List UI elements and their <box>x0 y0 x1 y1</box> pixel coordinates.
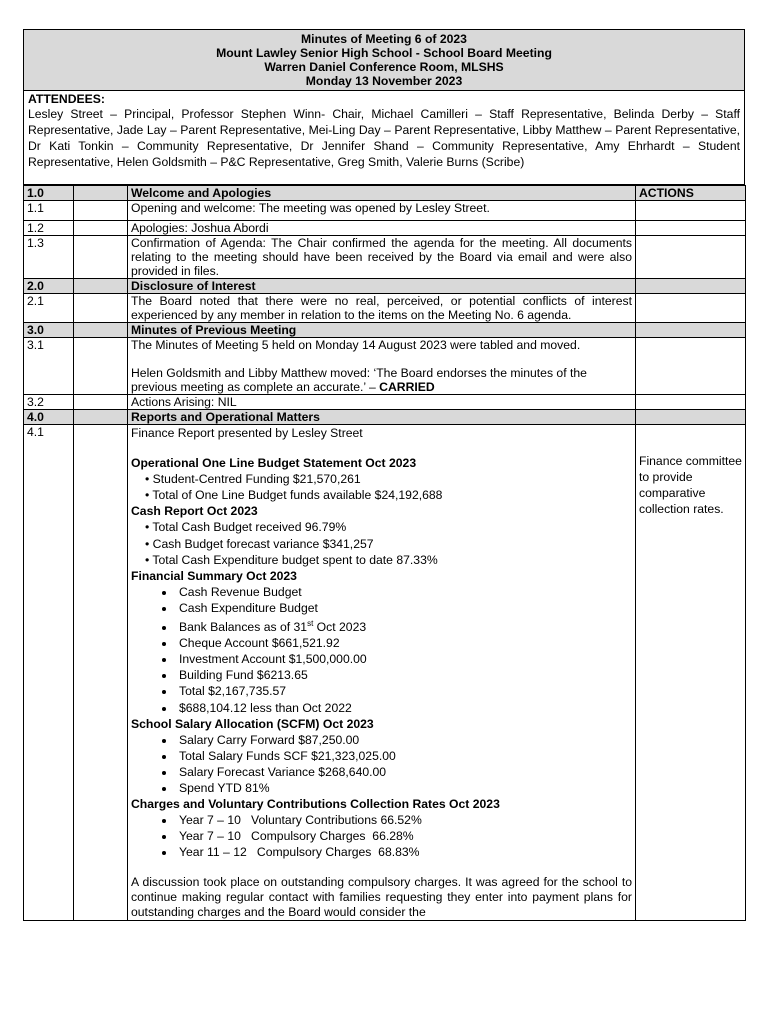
item-text: Opening and welcome: The meeting was opened by Lesley Street. <box>128 201 636 221</box>
attendees-list: Lesley Street – Principal, Professor Stephen Winn- Chair, Michael Camilleri – Staff Representative, Belinda Derby – Staff Representative, Jade Lay – Parent Representative, Mei-Ling Day – Parent Representative, Libby Matthew – Parent Representative, Dr Kati Tonkin – Community Representative, Dr Jennifer Shand – Community Representative, Amy Ehrhardt – Student Representative, Helen Goldsmith – P&C Representative, Greg Smith, Valerie Burns (Scribe) <box>28 107 740 169</box>
list-item: • Cash Expenditure Budget <box>176 600 632 616</box>
item-number: 1.2 <box>24 221 74 236</box>
table-row <box>24 395 746 410</box>
table-row <box>24 201 746 221</box>
section-number: 1.0 <box>24 186 74 201</box>
finance-intro: Finance Report presented by Lesley Street <box>131 426 363 440</box>
item-text: The Board noted that there were no real, perceived, or potential conflicts of interest experienced by any member in relation to the items on the Meeting No. 6 agenda. <box>128 294 636 323</box>
list-item: • Student-Centred Funding $21,570,261 <box>145 472 361 487</box>
section-title: Reports and Operational Matters <box>128 410 636 425</box>
list-item: • Total $2,167,735.57 <box>176 683 632 699</box>
list-item: • Cash Budget forecast variance $341,257 <box>145 536 374 551</box>
list-item: • Spend YTD 81% <box>176 780 632 796</box>
item-text: Actions Arising: NIL <box>128 395 636 410</box>
list-item: • Building Fund $6213.65 <box>176 667 632 683</box>
list-item: • $688,104.12 less than Oct 2022 <box>176 700 632 716</box>
table-row <box>24 236 746 279</box>
salary-allocation-list <box>131 732 632 796</box>
section-number: 3.0 <box>24 323 74 338</box>
list-item: • Cash Revenue Budget <box>176 584 632 600</box>
section-title: Minutes of Previous Meeting <box>128 323 636 338</box>
operational-budget-heading: Operational One Line Budget Statement Oct 2023 <box>131 456 417 471</box>
table-row <box>24 425 746 921</box>
meeting-date: Monday 13 November 2023 <box>305 74 463 88</box>
section-row <box>24 410 746 425</box>
list-item: • Bank Balances as of 31st Oct 2023 <box>176 616 632 635</box>
finance-action: Finance committee to provide comparative collection rates. <box>639 454 742 516</box>
item-text: The Minutes of Meeting 5 held on Monday 14 August 2023 were tabled and moved. <box>131 338 581 352</box>
item-number: 2.1 <box>24 294 74 323</box>
salary-allocation-heading: School Salary Allocation (SCFM) Oct 2023 <box>131 716 374 731</box>
attendees-label: ATTENDEES: <box>28 92 105 106</box>
section-number: 2.0 <box>24 279 74 294</box>
list-item: • Total Cash Expenditure budget spent to date 87.33% <box>145 552 438 567</box>
collection-rates-list <box>131 812 632 860</box>
discussion-text: A discussion took place on outstanding compulsory charges. It was agreed for the school to continue making regular contact with families requesting they enter into payment plans for outstanding charges and the Board would consider the <box>131 874 632 919</box>
minutes-table <box>23 185 746 921</box>
list-item: • Salary Forecast Variance $268,640.00 <box>176 764 632 780</box>
section-title: Welcome and Apologies <box>128 186 636 201</box>
list-item: • Total Salary Funds SCF $21,323,025.00 <box>176 748 632 764</box>
table-row <box>24 338 746 395</box>
attendees-section <box>23 91 745 185</box>
meeting-venue: Warren Daniel Conference Room, MLSHS <box>264 60 504 74</box>
section-number: 4.0 <box>24 410 74 425</box>
item-number: 3.1 <box>24 338 74 395</box>
item-number: 4.1 <box>24 425 74 921</box>
meeting-number: Minutes of Meeting 6 of 2023 <box>301 32 467 46</box>
item-number: 1.1 <box>24 201 74 221</box>
collection-rates-heading: Charges and Voluntary Contributions Collection Rates Oct 2023 <box>131 797 500 812</box>
table-row <box>24 221 746 236</box>
list-item: • Cheque Account $661,521.92 <box>176 635 632 651</box>
list-item: • Year 11 – 12 Compulsory Charges 68.83% <box>176 844 632 860</box>
section-row <box>24 323 746 338</box>
list-item: • Investment Account $1,500,000.00 <box>176 651 632 667</box>
table-row <box>24 294 746 323</box>
cash-report-heading: Cash Report Oct 2023 <box>131 504 258 519</box>
list-item: • Salary Carry Forward $87,250.00 <box>176 732 632 748</box>
actions-header: ACTIONS <box>636 186 746 201</box>
item-number: 1.3 <box>24 236 74 279</box>
list-item: • Total of One Line Budget funds available $24,192,688 <box>145 488 443 503</box>
list-item: • Total Cash Budget received 96.79% <box>145 520 347 535</box>
item-text: Confirmation of Agenda: The Chair confirmed the agenda for the meeting. All documents relating to the meeting should have been received by the Board via email and were also provided in files. <box>128 236 636 279</box>
meeting-school: Mount Lawley Senior High School - School Board Meeting <box>216 46 552 60</box>
item-number: 3.2 <box>24 395 74 410</box>
section-row <box>24 186 746 201</box>
financial-summary-heading: Financial Summary Oct 2023 <box>131 568 297 583</box>
list-item: • Year 7 – 10 Compulsory Charges 66.28% <box>176 828 632 844</box>
motion-text: Helen Goldsmith and Libby Matthew moved: ‘The Board endorses the minutes of the previous meeting as complete an accurate.’ – <box>131 366 587 394</box>
item-text: Apologies: Joshua Abordi <box>128 221 636 236</box>
section-title: Disclosure of Interest <box>128 279 636 294</box>
section-row <box>24 279 746 294</box>
motion-result: CARRIED <box>379 380 435 394</box>
financial-summary-list <box>131 584 632 716</box>
meeting-header <box>23 29 745 91</box>
minutes-document <box>23 29 745 921</box>
list-item: • Year 7 – 10 Voluntary Contributions 66.52% <box>176 812 632 828</box>
